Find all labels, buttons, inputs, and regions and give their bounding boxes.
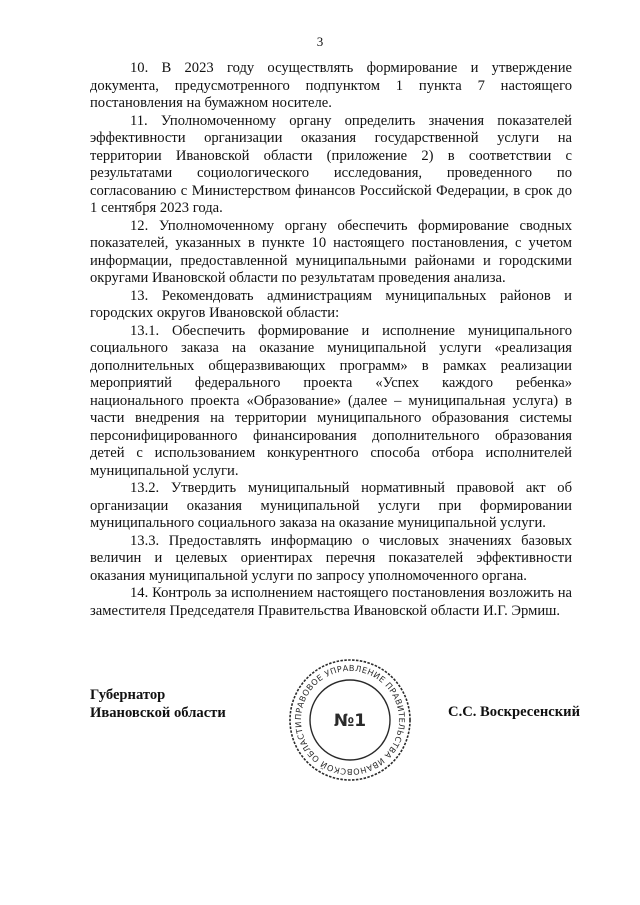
document-body — [90, 60, 572, 620]
page-number: 3 — [316, 34, 324, 49]
signatory-position-line1: Губернатор — [90, 687, 166, 703]
paragraph-13: 13. Рекомендовать администрациям муниципальных районов и городских округов Ивановской области: — [90, 287, 572, 321]
signatory-position — [90, 687, 226, 722]
stamp-ring-textpath: ПРАВОВОЕ УПРАВЛЕНИЕ ПРАВИТЕЛЬСТВА ИВАНОВСКОЙ ОБЛАСТИ — [292, 662, 408, 778]
signatory-position-line2: Ивановской области — [90, 704, 226, 721]
paragraph-11: 11. Уполномоченному органу определить значения показателей эффективности организации оказания государственной услуги на территории Ивановской области (приложение 2) в соответствии с результатами социологического исследования, проведенного по согласованию с Министерством финансов Российской Федерации, в срок до 1 сентября 2023 года. — [90, 112, 572, 216]
paragraph-12: 12. Уполномоченному органу обеспечить формирование сводных показателей, указанных в пункте 10 настоящего постановления, с учетом информации, предоставленной муниципальными районами и городскими округами Ивановской области по результатам проведения анализа. — [90, 217, 572, 286]
paragraph-14: 14. Контроль за исполнением настоящего постановления возложить на заместителя Председателя Правительства Ивановской области И.Г. Эрмиш. — [90, 585, 572, 619]
signatory-name: С.С. Воскресенский — [448, 704, 580, 720]
paragraph-13-3: 13.3. Предоставлять информацию о числовых значениях базовых величин и целевых ориентирах перечня показателей эффективности оказания муниципальной услуги по запросу уполномоченного органа. — [90, 532, 572, 584]
paragraph-13-2: 13.2. Утвердить муниципальный нормативный правовой акт об организации оказания муниципальной услуги при формировании муниципального социального заказа на оказание муниципальной услуги. — [90, 480, 572, 531]
paragraph-13-1: 13.1. Обеспечить формирование и исполнение муниципального социального заказа на оказание муниципальной услуги «реализация дополнительных общеразвивающих программ» в рамках реализации мероприятий федерального проекта «Успех каждого ребенка» национального проекта «Образование» (далее – муниципальная услуга) в части внедрения на территории муниципального образования системы персонифицированного финансирования дополнительного образования детей с использованием конкурентного способа отбора исполнителей муниципальной услуги. — [90, 322, 572, 479]
stamp-number: №1 — [333, 711, 367, 731]
signature-block — [90, 662, 580, 801]
official-stamp — [287, 657, 413, 783]
paragraph-10: 10. В 2023 году осуществлять формирование и утверждение документа, предусмотренного подпунктом 1 пункта 7 настоящего постановления на бумажном носителе. — [90, 60, 572, 111]
